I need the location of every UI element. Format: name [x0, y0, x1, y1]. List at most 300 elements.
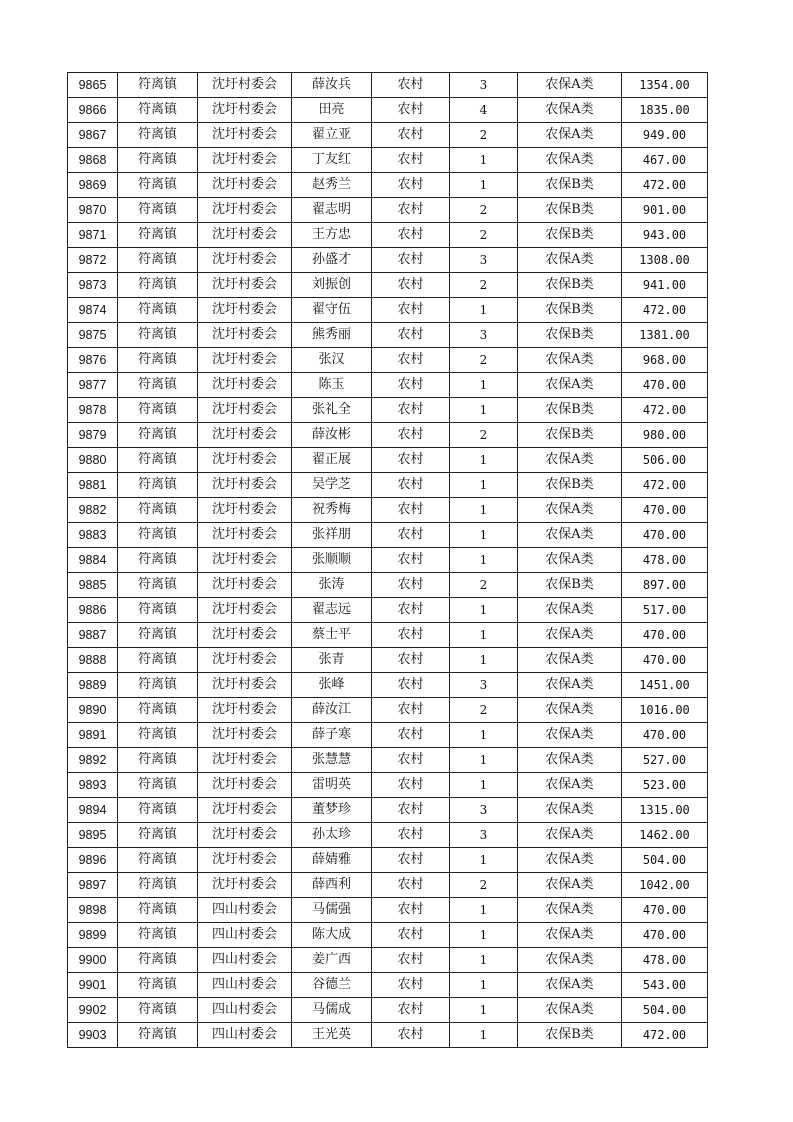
member-count-cell: 1	[450, 648, 518, 673]
serial-number-cell: 9875	[68, 323, 118, 348]
name-cell: 张顺顺	[292, 548, 372, 573]
member-count-cell: 1	[450, 723, 518, 748]
table-row	[68, 673, 708, 698]
name-cell: 翟志明	[292, 198, 372, 223]
village-committee-cell: 沈圩村委会	[198, 673, 292, 698]
town-cell: 符离镇	[118, 273, 198, 298]
town-cell: 符离镇	[118, 448, 198, 473]
serial-number-cell: 9866	[68, 98, 118, 123]
village-committee-cell: 沈圩村委会	[198, 148, 292, 173]
table-row	[68, 598, 708, 623]
village-committee-cell: 沈圩村委会	[198, 173, 292, 198]
category-cell: 农保A类	[518, 998, 622, 1023]
category-cell: 农保B类	[518, 573, 622, 598]
town-cell: 符离镇	[118, 498, 198, 523]
household-type-cell: 农村	[372, 273, 450, 298]
amount-cell: 980.00	[622, 423, 708, 448]
category-cell: 农保A类	[518, 123, 622, 148]
household-type-cell: 农村	[372, 623, 450, 648]
household-type-cell: 农村	[372, 648, 450, 673]
town-cell: 符离镇	[118, 398, 198, 423]
household-type-cell: 农村	[372, 73, 450, 98]
category-cell: 农保B类	[518, 273, 622, 298]
member-count-cell: 3	[450, 248, 518, 273]
table-row	[68, 623, 708, 648]
household-type-cell: 农村	[372, 373, 450, 398]
town-cell: 符离镇	[118, 473, 198, 498]
member-count-cell: 1	[450, 973, 518, 998]
town-cell: 符离镇	[118, 548, 198, 573]
amount-cell: 1381.00	[622, 323, 708, 348]
member-count-cell: 1	[450, 523, 518, 548]
table-row	[68, 323, 708, 348]
table-row	[68, 1023, 708, 1048]
amount-cell: 1016.00	[622, 698, 708, 723]
village-committee-cell: 四山村委会	[198, 1023, 292, 1048]
town-cell: 符离镇	[118, 298, 198, 323]
serial-number-cell: 9885	[68, 573, 118, 598]
household-type-cell: 农村	[372, 898, 450, 923]
town-cell: 符离镇	[118, 323, 198, 348]
household-type-cell: 农村	[372, 998, 450, 1023]
member-count-cell: 1	[450, 598, 518, 623]
town-cell: 符离镇	[118, 823, 198, 848]
category-cell: 农保A类	[518, 98, 622, 123]
village-committee-cell: 沈圩村委会	[198, 473, 292, 498]
household-type-cell: 农村	[372, 823, 450, 848]
member-count-cell: 2	[450, 223, 518, 248]
village-committee-cell: 四山村委会	[198, 923, 292, 948]
table-row	[68, 798, 708, 823]
member-count-cell: 3	[450, 323, 518, 348]
table-row	[68, 73, 708, 98]
member-count-cell: 1	[450, 848, 518, 873]
amount-cell: 472.00	[622, 1023, 708, 1048]
village-committee-cell: 沈圩村委会	[198, 198, 292, 223]
name-cell: 张汉	[292, 348, 372, 373]
category-cell: 农保B类	[518, 423, 622, 448]
village-committee-cell: 沈圩村委会	[198, 723, 292, 748]
town-cell: 符离镇	[118, 698, 198, 723]
member-count-cell: 1	[450, 498, 518, 523]
serial-number-cell: 9871	[68, 223, 118, 248]
amount-cell: 478.00	[622, 548, 708, 573]
household-type-cell: 农村	[372, 248, 450, 273]
town-cell: 符离镇	[118, 748, 198, 773]
name-cell: 祝秀梅	[292, 498, 372, 523]
village-committee-cell: 沈圩村委会	[198, 348, 292, 373]
serial-number-cell: 9882	[68, 498, 118, 523]
town-cell: 符离镇	[118, 348, 198, 373]
amount-cell: 467.00	[622, 148, 708, 173]
table-row	[68, 823, 708, 848]
village-committee-cell: 沈圩村委会	[198, 323, 292, 348]
member-count-cell: 2	[450, 423, 518, 448]
table-row	[68, 423, 708, 448]
name-cell: 张礼全	[292, 398, 372, 423]
household-type-cell: 农村	[372, 748, 450, 773]
amount-cell: 517.00	[622, 598, 708, 623]
table-row	[68, 198, 708, 223]
town-cell: 符离镇	[118, 798, 198, 823]
table-row	[68, 223, 708, 248]
town-cell: 符离镇	[118, 873, 198, 898]
household-type-cell: 农村	[372, 498, 450, 523]
amount-cell: 470.00	[622, 523, 708, 548]
household-type-cell: 农村	[372, 98, 450, 123]
household-type-cell: 农村	[372, 873, 450, 898]
town-cell: 符离镇	[118, 223, 198, 248]
town-cell: 符离镇	[118, 73, 198, 98]
table-row	[68, 973, 708, 998]
household-type-cell: 农村	[372, 848, 450, 873]
name-cell: 薛婧雅	[292, 848, 372, 873]
serial-number-cell: 9870	[68, 198, 118, 223]
name-cell: 薛汝江	[292, 698, 372, 723]
member-count-cell: 1	[450, 373, 518, 398]
name-cell: 董梦珍	[292, 798, 372, 823]
village-committee-cell: 四山村委会	[198, 898, 292, 923]
category-cell: 农保A类	[518, 873, 622, 898]
amount-cell: 470.00	[622, 648, 708, 673]
name-cell: 张青	[292, 648, 372, 673]
serial-number-cell: 9867	[68, 123, 118, 148]
town-cell: 符离镇	[118, 848, 198, 873]
category-cell: 农保B类	[518, 298, 622, 323]
town-cell: 符离镇	[118, 648, 198, 673]
household-type-cell: 农村	[372, 223, 450, 248]
category-cell: 农保B类	[518, 198, 622, 223]
serial-number-cell: 9876	[68, 348, 118, 373]
household-type-cell: 农村	[372, 598, 450, 623]
serial-number-cell: 9883	[68, 523, 118, 548]
amount-cell: 472.00	[622, 173, 708, 198]
table-row	[68, 548, 708, 573]
category-cell: 农保B类	[518, 223, 622, 248]
table-row	[68, 373, 708, 398]
town-cell: 符离镇	[118, 373, 198, 398]
household-type-cell: 农村	[372, 948, 450, 973]
name-cell: 陈玉	[292, 373, 372, 398]
member-count-cell: 1	[450, 923, 518, 948]
household-type-cell: 农村	[372, 298, 450, 323]
member-count-cell: 3	[450, 73, 518, 98]
name-cell: 王光英	[292, 1023, 372, 1048]
amount-cell: 1308.00	[622, 248, 708, 273]
category-cell: 农保A类	[518, 948, 622, 973]
serial-number-cell: 9898	[68, 898, 118, 923]
category-cell: 农保A类	[518, 373, 622, 398]
household-type-cell: 农村	[372, 973, 450, 998]
member-count-cell: 1	[450, 1023, 518, 1048]
table-row	[68, 98, 708, 123]
name-cell: 马儒成	[292, 998, 372, 1023]
member-count-cell: 1	[450, 398, 518, 423]
serial-number-cell: 9900	[68, 948, 118, 973]
member-count-cell: 2	[450, 198, 518, 223]
amount-cell: 1451.00	[622, 673, 708, 698]
member-count-cell: 3	[450, 798, 518, 823]
household-type-cell: 农村	[372, 448, 450, 473]
household-type-cell: 农村	[372, 798, 450, 823]
amount-cell: 949.00	[622, 123, 708, 148]
name-cell: 翟志远	[292, 598, 372, 623]
amount-cell: 470.00	[622, 373, 708, 398]
table-row	[68, 573, 708, 598]
serial-number-cell: 9886	[68, 598, 118, 623]
name-cell: 熊秀丽	[292, 323, 372, 348]
village-committee-cell: 沈圩村委会	[198, 623, 292, 648]
member-count-cell: 1	[450, 998, 518, 1023]
name-cell: 姜广西	[292, 948, 372, 973]
member-count-cell: 3	[450, 673, 518, 698]
village-committee-cell: 四山村委会	[198, 998, 292, 1023]
amount-cell: 472.00	[622, 298, 708, 323]
category-cell: 农保A类	[518, 148, 622, 173]
member-count-cell: 1	[450, 773, 518, 798]
household-type-cell: 农村	[372, 1023, 450, 1048]
category-cell: 农保A类	[518, 848, 622, 873]
name-cell: 田亮	[292, 98, 372, 123]
category-cell: 农保A类	[518, 648, 622, 673]
town-cell: 符离镇	[118, 773, 198, 798]
village-committee-cell: 沈圩村委会	[198, 73, 292, 98]
name-cell: 王方忠	[292, 223, 372, 248]
table-body	[68, 73, 708, 1048]
village-committee-cell: 沈圩村委会	[198, 548, 292, 573]
name-cell: 孙太珍	[292, 823, 372, 848]
village-committee-cell: 沈圩村委会	[198, 573, 292, 598]
table-row	[68, 773, 708, 798]
town-cell: 符离镇	[118, 923, 198, 948]
category-cell: 农保A类	[518, 973, 622, 998]
category-cell: 农保A类	[518, 748, 622, 773]
serial-number-cell: 9887	[68, 623, 118, 648]
name-cell: 薛子寒	[292, 723, 372, 748]
household-type-cell: 农村	[372, 573, 450, 598]
name-cell: 雷明英	[292, 773, 372, 798]
amount-cell: 1835.00	[622, 98, 708, 123]
amount-cell: 470.00	[622, 723, 708, 748]
table-row	[68, 273, 708, 298]
village-committee-cell: 沈圩村委会	[198, 748, 292, 773]
town-cell: 符离镇	[118, 1023, 198, 1048]
serial-number-cell: 9889	[68, 673, 118, 698]
household-type-cell: 农村	[372, 198, 450, 223]
serial-number-cell: 9880	[68, 448, 118, 473]
category-cell: 农保A类	[518, 723, 622, 748]
serial-number-cell: 9879	[68, 423, 118, 448]
table-row	[68, 448, 708, 473]
household-type-cell: 农村	[372, 548, 450, 573]
village-committee-cell: 沈圩村委会	[198, 423, 292, 448]
table-row	[68, 898, 708, 923]
town-cell: 符离镇	[118, 173, 198, 198]
village-committee-cell: 沈圩村委会	[198, 248, 292, 273]
member-count-cell: 1	[450, 448, 518, 473]
serial-number-cell: 9878	[68, 398, 118, 423]
amount-cell: 901.00	[622, 198, 708, 223]
amount-cell: 1315.00	[622, 798, 708, 823]
town-cell: 符离镇	[118, 98, 198, 123]
table-row	[68, 723, 708, 748]
amount-cell: 943.00	[622, 223, 708, 248]
name-cell: 翟守伍	[292, 298, 372, 323]
name-cell: 刘振创	[292, 273, 372, 298]
category-cell: 农保A类	[518, 598, 622, 623]
member-count-cell: 1	[450, 623, 518, 648]
serial-number-cell: 9874	[68, 298, 118, 323]
member-count-cell: 1	[450, 298, 518, 323]
category-cell: 农保A类	[518, 673, 622, 698]
village-committee-cell: 沈圩村委会	[198, 873, 292, 898]
amount-cell: 527.00	[622, 748, 708, 773]
table-row	[68, 948, 708, 973]
category-cell: 农保A类	[518, 448, 622, 473]
table-row	[68, 498, 708, 523]
amount-cell: 472.00	[622, 398, 708, 423]
town-cell: 符离镇	[118, 198, 198, 223]
category-cell: 农保B类	[518, 398, 622, 423]
amount-cell: 1462.00	[622, 823, 708, 848]
household-type-cell: 农村	[372, 473, 450, 498]
table-row	[68, 348, 708, 373]
village-committee-cell: 四山村委会	[198, 948, 292, 973]
table-row	[68, 748, 708, 773]
town-cell: 符离镇	[118, 948, 198, 973]
amount-cell: 523.00	[622, 773, 708, 798]
village-committee-cell: 沈圩村委会	[198, 98, 292, 123]
serial-number-cell: 9873	[68, 273, 118, 298]
serial-number-cell: 9869	[68, 173, 118, 198]
allowance-table	[67, 72, 708, 1048]
amount-cell: 470.00	[622, 923, 708, 948]
village-committee-cell: 沈圩村委会	[198, 298, 292, 323]
amount-cell: 472.00	[622, 473, 708, 498]
town-cell: 符离镇	[118, 248, 198, 273]
household-type-cell: 农村	[372, 698, 450, 723]
category-cell: 农保A类	[518, 73, 622, 98]
serial-number-cell: 9893	[68, 773, 118, 798]
household-type-cell: 农村	[372, 423, 450, 448]
household-type-cell: 农村	[372, 148, 450, 173]
table-row	[68, 173, 708, 198]
household-type-cell: 农村	[372, 923, 450, 948]
household-type-cell: 农村	[372, 673, 450, 698]
category-cell: 农保A类	[518, 823, 622, 848]
village-committee-cell: 四山村委会	[198, 973, 292, 998]
table-row	[68, 848, 708, 873]
category-cell: 农保B类	[518, 1023, 622, 1048]
name-cell: 谷德兰	[292, 973, 372, 998]
member-count-cell: 2	[450, 573, 518, 598]
category-cell: 农保B类	[518, 173, 622, 198]
serial-number-cell: 9894	[68, 798, 118, 823]
household-type-cell: 农村	[372, 123, 450, 148]
category-cell: 农保A类	[518, 773, 622, 798]
serial-number-cell: 9902	[68, 998, 118, 1023]
category-cell: 农保A类	[518, 623, 622, 648]
amount-cell: 478.00	[622, 948, 708, 973]
town-cell: 符离镇	[118, 598, 198, 623]
amount-cell: 897.00	[622, 573, 708, 598]
table-row	[68, 998, 708, 1023]
serial-number-cell: 9877	[68, 373, 118, 398]
village-committee-cell: 沈圩村委会	[198, 123, 292, 148]
member-count-cell: 1	[450, 473, 518, 498]
member-count-cell: 1	[450, 173, 518, 198]
village-committee-cell: 沈圩村委会	[198, 648, 292, 673]
household-type-cell: 农村	[372, 523, 450, 548]
name-cell: 翟立亚	[292, 123, 372, 148]
category-cell: 农保B类	[518, 323, 622, 348]
member-count-cell: 2	[450, 123, 518, 148]
category-cell: 农保A类	[518, 348, 622, 373]
village-committee-cell: 沈圩村委会	[198, 848, 292, 873]
name-cell: 马儒强	[292, 898, 372, 923]
village-committee-cell: 沈圩村委会	[198, 273, 292, 298]
name-cell: 翟正展	[292, 448, 372, 473]
member-count-cell: 1	[450, 148, 518, 173]
table-row	[68, 473, 708, 498]
village-committee-cell: 沈圩村委会	[198, 798, 292, 823]
amount-cell: 1354.00	[622, 73, 708, 98]
name-cell: 蔡士平	[292, 623, 372, 648]
amount-cell: 504.00	[622, 848, 708, 873]
serial-number-cell: 9899	[68, 923, 118, 948]
table-row	[68, 523, 708, 548]
member-count-cell: 2	[450, 873, 518, 898]
category-cell: 农保A类	[518, 248, 622, 273]
name-cell: 陈大成	[292, 923, 372, 948]
serial-number-cell: 9884	[68, 548, 118, 573]
serial-number-cell: 9896	[68, 848, 118, 873]
name-cell: 薛西利	[292, 873, 372, 898]
town-cell: 符离镇	[118, 523, 198, 548]
category-cell: 农保A类	[518, 548, 622, 573]
town-cell: 符离镇	[118, 123, 198, 148]
table-row	[68, 698, 708, 723]
village-committee-cell: 沈圩村委会	[198, 773, 292, 798]
name-cell: 赵秀兰	[292, 173, 372, 198]
name-cell: 薛汝兵	[292, 73, 372, 98]
serial-number-cell: 9872	[68, 248, 118, 273]
village-committee-cell: 沈圩村委会	[198, 598, 292, 623]
table-row	[68, 648, 708, 673]
household-type-cell: 农村	[372, 348, 450, 373]
household-type-cell: 农村	[372, 323, 450, 348]
household-type-cell: 农村	[372, 723, 450, 748]
name-cell: 孙盛才	[292, 248, 372, 273]
serial-number-cell: 9890	[68, 698, 118, 723]
household-type-cell: 农村	[372, 773, 450, 798]
category-cell: 农保A类	[518, 898, 622, 923]
village-committee-cell: 沈圩村委会	[198, 223, 292, 248]
name-cell: 丁友红	[292, 148, 372, 173]
village-committee-cell: 沈圩村委会	[198, 823, 292, 848]
household-type-cell: 农村	[372, 398, 450, 423]
serial-number-cell: 9868	[68, 148, 118, 173]
name-cell: 吴学芝	[292, 473, 372, 498]
amount-cell: 506.00	[622, 448, 708, 473]
serial-number-cell: 9888	[68, 648, 118, 673]
name-cell: 张祥朋	[292, 523, 372, 548]
category-cell: 农保A类	[518, 498, 622, 523]
name-cell: 张峰	[292, 673, 372, 698]
town-cell: 符离镇	[118, 148, 198, 173]
town-cell: 符离镇	[118, 423, 198, 448]
amount-cell: 470.00	[622, 498, 708, 523]
